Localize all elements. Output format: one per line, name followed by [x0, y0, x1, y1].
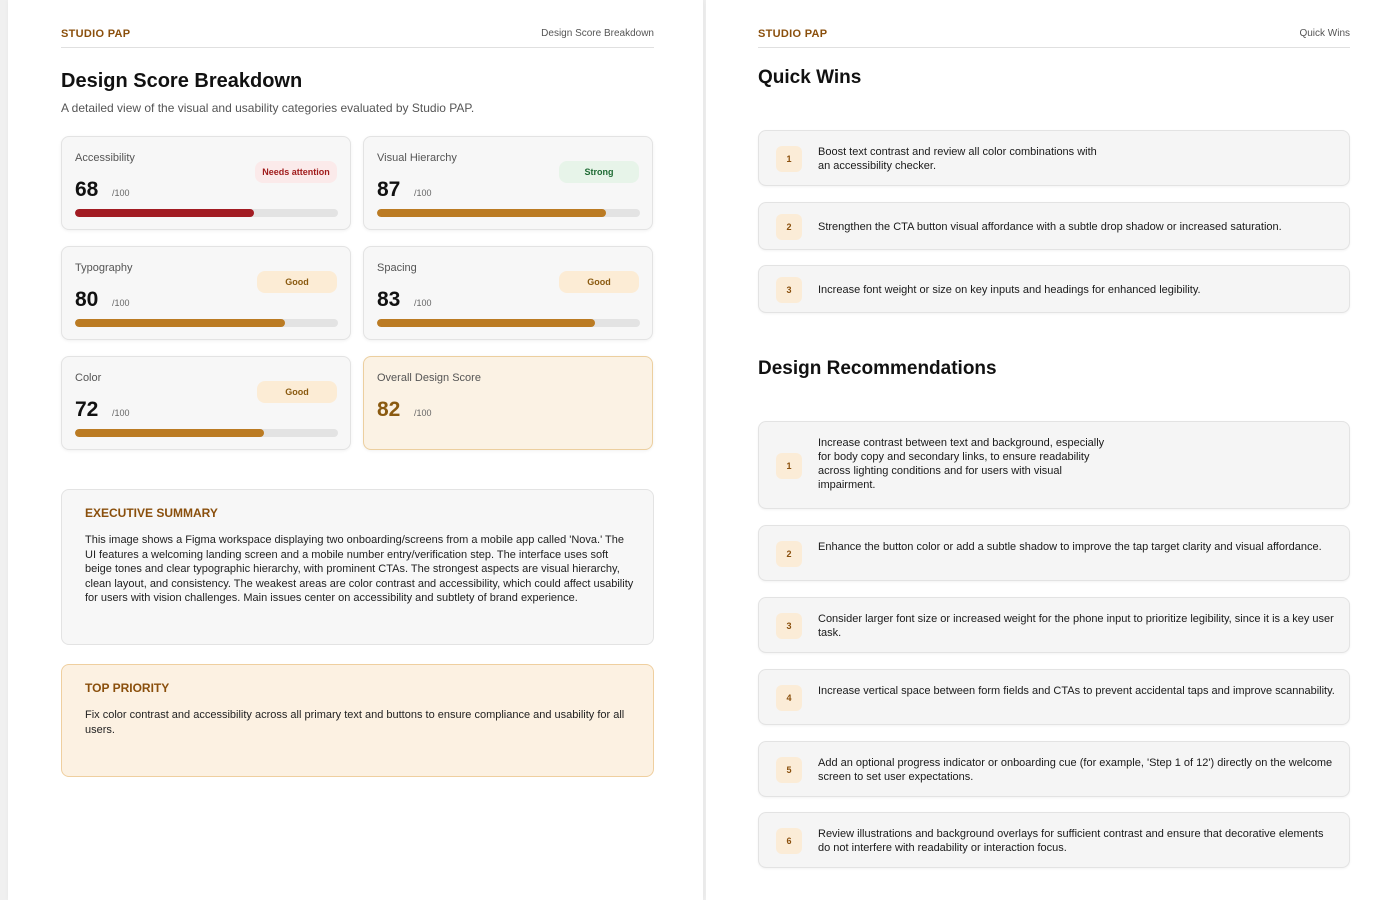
status-badge: Good: [257, 271, 337, 293]
score-value: 80: [75, 288, 99, 311]
recommendation-item: [758, 421, 1350, 509]
score-breakdown-page: [8, 0, 703, 900]
score-value: 68: [75, 178, 99, 201]
quick-win-text: Boost text contrast and review all color combinations with an accessibility checker.: [818, 146, 1097, 172]
score-max: /100: [414, 298, 432, 308]
quick-win-item: [758, 265, 1350, 313]
score-label: Accessibility: [75, 152, 135, 164]
score-card-accessibility: [61, 136, 351, 230]
header-section-label: Quick Wins: [1299, 28, 1350, 39]
score-card-typography: [61, 246, 351, 340]
executive-summary-title: EXECUTIVE SUMMARY: [85, 506, 218, 520]
page-header: [758, 28, 1350, 48]
recommendation-item: [758, 525, 1350, 581]
brand-name: STUDIO PAP: [61, 28, 131, 40]
quick-win-item: [758, 130, 1350, 186]
quick-win-item: [758, 202, 1350, 250]
recommendation-text: Increase vertical space between form fields and CTAs to prevent accidental taps and improve scannability.: [818, 685, 1335, 697]
score-max: /100: [112, 188, 130, 198]
progress-track: [377, 319, 640, 327]
status-badge: Good: [257, 381, 337, 403]
score-label: Spacing: [377, 262, 417, 274]
recommendation-item: [758, 741, 1350, 797]
progress-fill: [377, 209, 606, 217]
score-max: /100: [112, 408, 130, 418]
item-number-badge: 3: [776, 613, 802, 639]
item-number-badge: 6: [776, 828, 802, 854]
score-label: Color: [75, 372, 102, 384]
recommendation-item: [758, 812, 1350, 868]
recommendation-text: Add an optional progress indicator or onboarding cue (for example, 'Step 1 of 12') directly on the welcome screen to set user expectations.: [818, 757, 1333, 783]
overall-score-max: /100: [414, 408, 432, 418]
score-card-color: [61, 356, 351, 450]
score-value: 72: [75, 398, 99, 421]
progress-fill: [75, 319, 285, 327]
overall-score-label: Overall Design Score: [377, 372, 481, 384]
recommendations-title: Design Recommendations: [758, 358, 997, 379]
item-number-badge: 4: [776, 685, 802, 711]
progress-track: [75, 209, 338, 217]
page-subtitle: A detailed view of the visual and usability categories evaluated by Studio PAP.: [61, 101, 475, 115]
score-value: 83: [377, 288, 401, 311]
progress-track: [75, 429, 338, 437]
page-header: [61, 28, 654, 48]
score-card-spacing: [363, 246, 653, 340]
recommendation-item: [758, 597, 1350, 653]
item-number-badge: 1: [776, 146, 802, 172]
header-section-label: Design Score Breakdown: [541, 28, 654, 39]
top-priority-text: Fix color contrast and accessibility across all primary text and buttons to ensure compliance and usability for all users.: [85, 709, 625, 736]
recommendation-text: Review illustrations and background overlays for sufficient contrast and ensure that decorative elements do not interfere with readability or interaction focus.: [818, 828, 1324, 854]
top-priority-panel: [61, 664, 654, 777]
score-card-visual-hierarchy: [363, 136, 653, 230]
score-label: Visual Hierarchy: [377, 152, 457, 164]
recommendation-text: Consider larger font size or increased weight for the phone input to prioritize legibility, since it is a key user task.: [818, 613, 1334, 639]
executive-summary-text: This image shows a Figma workspace displaying two onboarding/screens from a mobile app called 'Nova.' The UI features a welcoming landing screen and a mobile number entry/verification step. The interface uses soft beige tones and clear typographic hierarchy, with prominent CTAs. The strongest aspects are visual hierarchy, clean layout, and consistency. The weakest areas are color contrast and accessibility, which could affect usability for users with vision challenges. Main issues center on accessibility and subtlety of brand experience.: [85, 534, 634, 604]
progress-fill: [377, 319, 595, 327]
executive-summary-panel: [61, 489, 654, 645]
score-max: /100: [112, 298, 130, 308]
score-max: /100: [414, 188, 432, 198]
item-number-badge: 1: [776, 453, 802, 479]
brand-name: STUDIO PAP: [758, 28, 828, 40]
recommendation-item: [758, 669, 1350, 725]
item-number-badge: 3: [776, 277, 802, 303]
quick-win-text: Strengthen the CTA button visual affordance with a subtle drop shadow or increased saturation.: [818, 221, 1282, 233]
quick-wins-title: Quick Wins: [758, 67, 862, 88]
score-value: 87: [377, 178, 401, 201]
top-priority-title: TOP PRIORITY: [85, 681, 170, 695]
recommendation-text: Enhance the button color or add a subtle shadow to improve the tap target clarity and visual affordance.: [818, 541, 1322, 553]
item-number-badge: 2: [776, 214, 802, 240]
status-badge: Needs attention: [255, 161, 337, 183]
recommendation-text: Increase contrast between text and background, especially for body copy and secondary links, to ensure readability across lighting conditions and for users with visual impairment.: [818, 437, 1105, 491]
overall-score-card: [363, 356, 653, 450]
overall-score-value: 82: [377, 398, 401, 421]
progress-fill: [75, 209, 254, 217]
quick-wins-page: [706, 0, 1400, 900]
progress-track: [377, 209, 640, 217]
status-badge: Strong: [559, 161, 639, 183]
item-number-badge: 5: [776, 757, 802, 783]
status-badge: Good: [559, 271, 639, 293]
progress-fill: [75, 429, 264, 437]
quick-win-text: Increase font weight or size on key inputs and headings for enhanced legibility.: [818, 284, 1201, 296]
item-number-badge: 2: [776, 541, 802, 567]
score-label: Typography: [75, 262, 133, 274]
page-title: Design Score Breakdown: [61, 70, 303, 92]
progress-track: [75, 319, 338, 327]
